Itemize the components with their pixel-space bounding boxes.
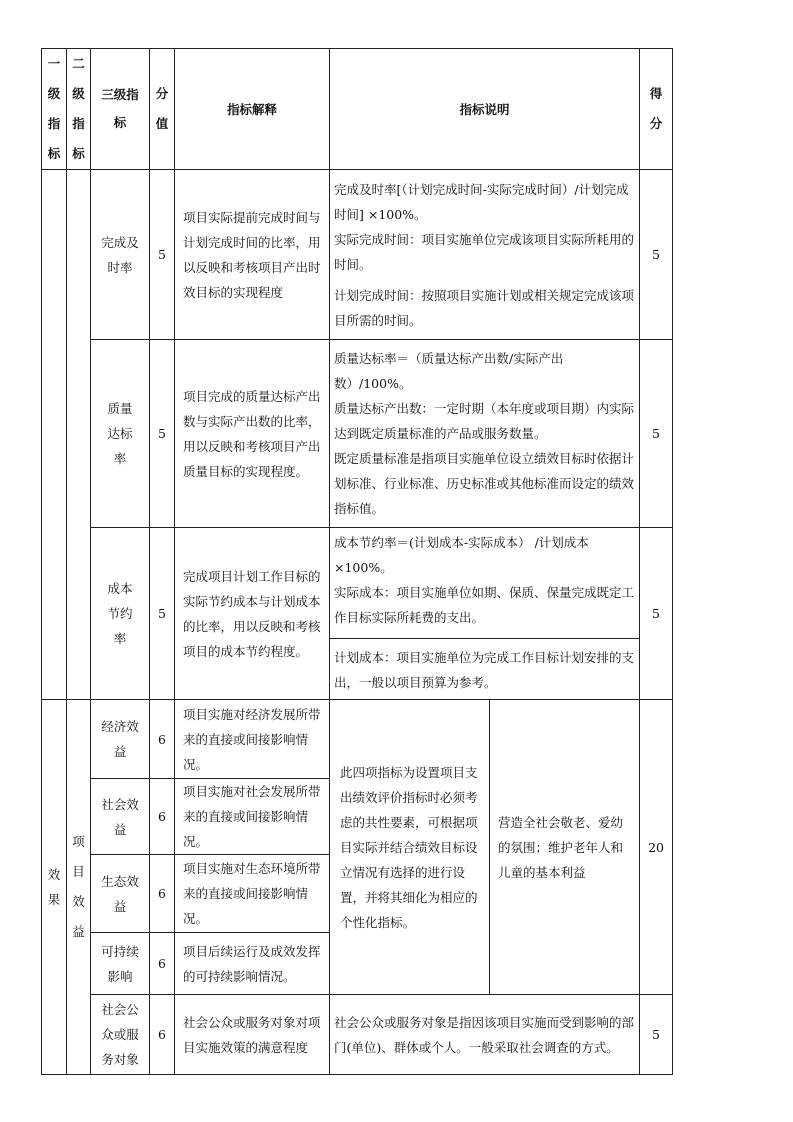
evaluation-table-page: [41, 48, 672, 1075]
row-explanation: 项目实施对生态环境所带来的直接或间接影响情况。: [175, 855, 330, 933]
row-score: 5: [150, 528, 175, 700]
row-score: 6: [150, 700, 175, 779]
row-notes: [330, 528, 640, 700]
header-level3: 三级指标: [91, 49, 150, 170]
notes-bottom-block: [330, 639, 639, 699]
note-line: 完成及时率[（计划完成时间-实际完成时间）/计划完成时间] ×100%。: [334, 181, 629, 222]
note-line: 成本节约率＝(计划成本-实际成本） /计划成本×100%。: [334, 535, 589, 575]
row-score: 6: [150, 779, 175, 855]
row-score: 5: [150, 340, 175, 528]
row-explanation: 完成项目计划工作目标的实际节约成本与计划成本的比率，用以反映和考核项目的成本节约程度。: [175, 528, 330, 700]
header-explanation: 指标解释: [175, 49, 330, 170]
header-level1: 一级指标: [42, 49, 67, 170]
evaluation-table: [41, 48, 673, 1075]
row-explanation: 项目实际提前完成时间与计划完成时间的比率，用以反映和考核项目产出时效目标的实现程度: [175, 170, 330, 340]
row-name: 社会公众或服务对象: [91, 995, 150, 1075]
row-name: 成本节约率: [91, 528, 150, 700]
row-score: 5: [150, 170, 175, 340]
note-line: 实际成本：项目实施单位如期、保质、保量完成既定工作目标实际所耗费的支出。: [334, 585, 635, 625]
row-result: 5: [640, 340, 673, 528]
row-explanation: 项目完成的质量达标产出数与实际产出数的比率，用以反映和考核项目产出质量目标的实现程度。: [175, 340, 330, 528]
row-name: 经济效益: [91, 700, 150, 779]
notes-top-block: [330, 528, 639, 639]
note-line: 质量达标率＝（质量达标产出数/实际产出数）/100%。: [334, 351, 564, 391]
table-row: [42, 995, 673, 1075]
header-level2: 二级指标: [67, 49, 91, 170]
row-name: 质量达标率: [91, 340, 150, 528]
header-notes: 指标说明: [330, 49, 640, 170]
row-explanation: 社会公众或服务对象对项目实施效策的满意程度: [175, 995, 330, 1075]
note-line: 计划完成时间：按照项目实施计划或相关规定完成该项目所需的时间。: [334, 287, 635, 328]
level2-project-benefit: 项目效益: [67, 700, 91, 1075]
effect-result: 20: [640, 700, 673, 995]
row-explanation: 项目后续运行及成效发挥的可持续影响情况。: [175, 933, 330, 995]
row-score: 6: [150, 933, 175, 995]
row-name: 生态效益: [91, 855, 150, 933]
row-name: 可持续影响: [91, 933, 150, 995]
row-result: 5: [640, 528, 673, 700]
table-row: [42, 340, 673, 528]
row-result: 5: [640, 170, 673, 340]
row-score: 6: [150, 995, 175, 1075]
row-name: 完成及时率: [91, 170, 150, 340]
row-explanation: 项目实施对社会发展所带来的直接或间接影响情况。: [175, 779, 330, 855]
level1-cell-empty: [42, 170, 67, 700]
goal-note: 营造全社会敬老、爱幼的氛围；维护老年人和儿童的基本利益: [490, 700, 640, 995]
note-line: 计划成本：项目实施单位为完成工作目标计划安排的支出，一般以项目预算为参考。: [334, 650, 635, 690]
note-line: 质量达标产出数：一定时期（本年度或项目期）内实际达到既定质量标准的产品或服务数量。: [334, 401, 635, 441]
note-line: 实际完成时间：项目实施单位完成该项目实际所耗用的时间。: [334, 231, 635, 272]
row-notes: [330, 170, 640, 340]
table-row: [42, 700, 673, 779]
table-row: [42, 528, 673, 700]
header-result: 得分: [640, 49, 673, 170]
level2-cell-empty: [67, 170, 91, 700]
shared-note: 此四项指标为设置项目支出绩效评价指标时必须考虑的共性要素，可根据项目实际并结合绩效目标设立情况有选择的进行设置，并将其细化为相应的个性化指标。: [330, 700, 490, 995]
row-explanation: 项目实施对经济发展所带来的直接或间接影响情况。: [175, 700, 330, 779]
row-notes: 社会公众或服务对象是指因该项目实施而受到影响的部门(单位)、群体或个人。一般采取社会调查的方式。: [330, 995, 640, 1075]
note-line: 既定质量标准是指项目实施单位设立绩效目标时依据计划标准、行业标准、历史标准或其他标准而设定的绩效指标值。: [334, 451, 635, 516]
row-notes: [330, 340, 640, 528]
level1-effect: 效果: [42, 700, 67, 1075]
header-score: 分值: [150, 49, 175, 170]
row-name: 社会效益: [91, 779, 150, 855]
row-result: 5: [640, 995, 673, 1075]
table-row: [42, 170, 673, 340]
row-score: 6: [150, 855, 175, 933]
header-row: [42, 49, 673, 170]
